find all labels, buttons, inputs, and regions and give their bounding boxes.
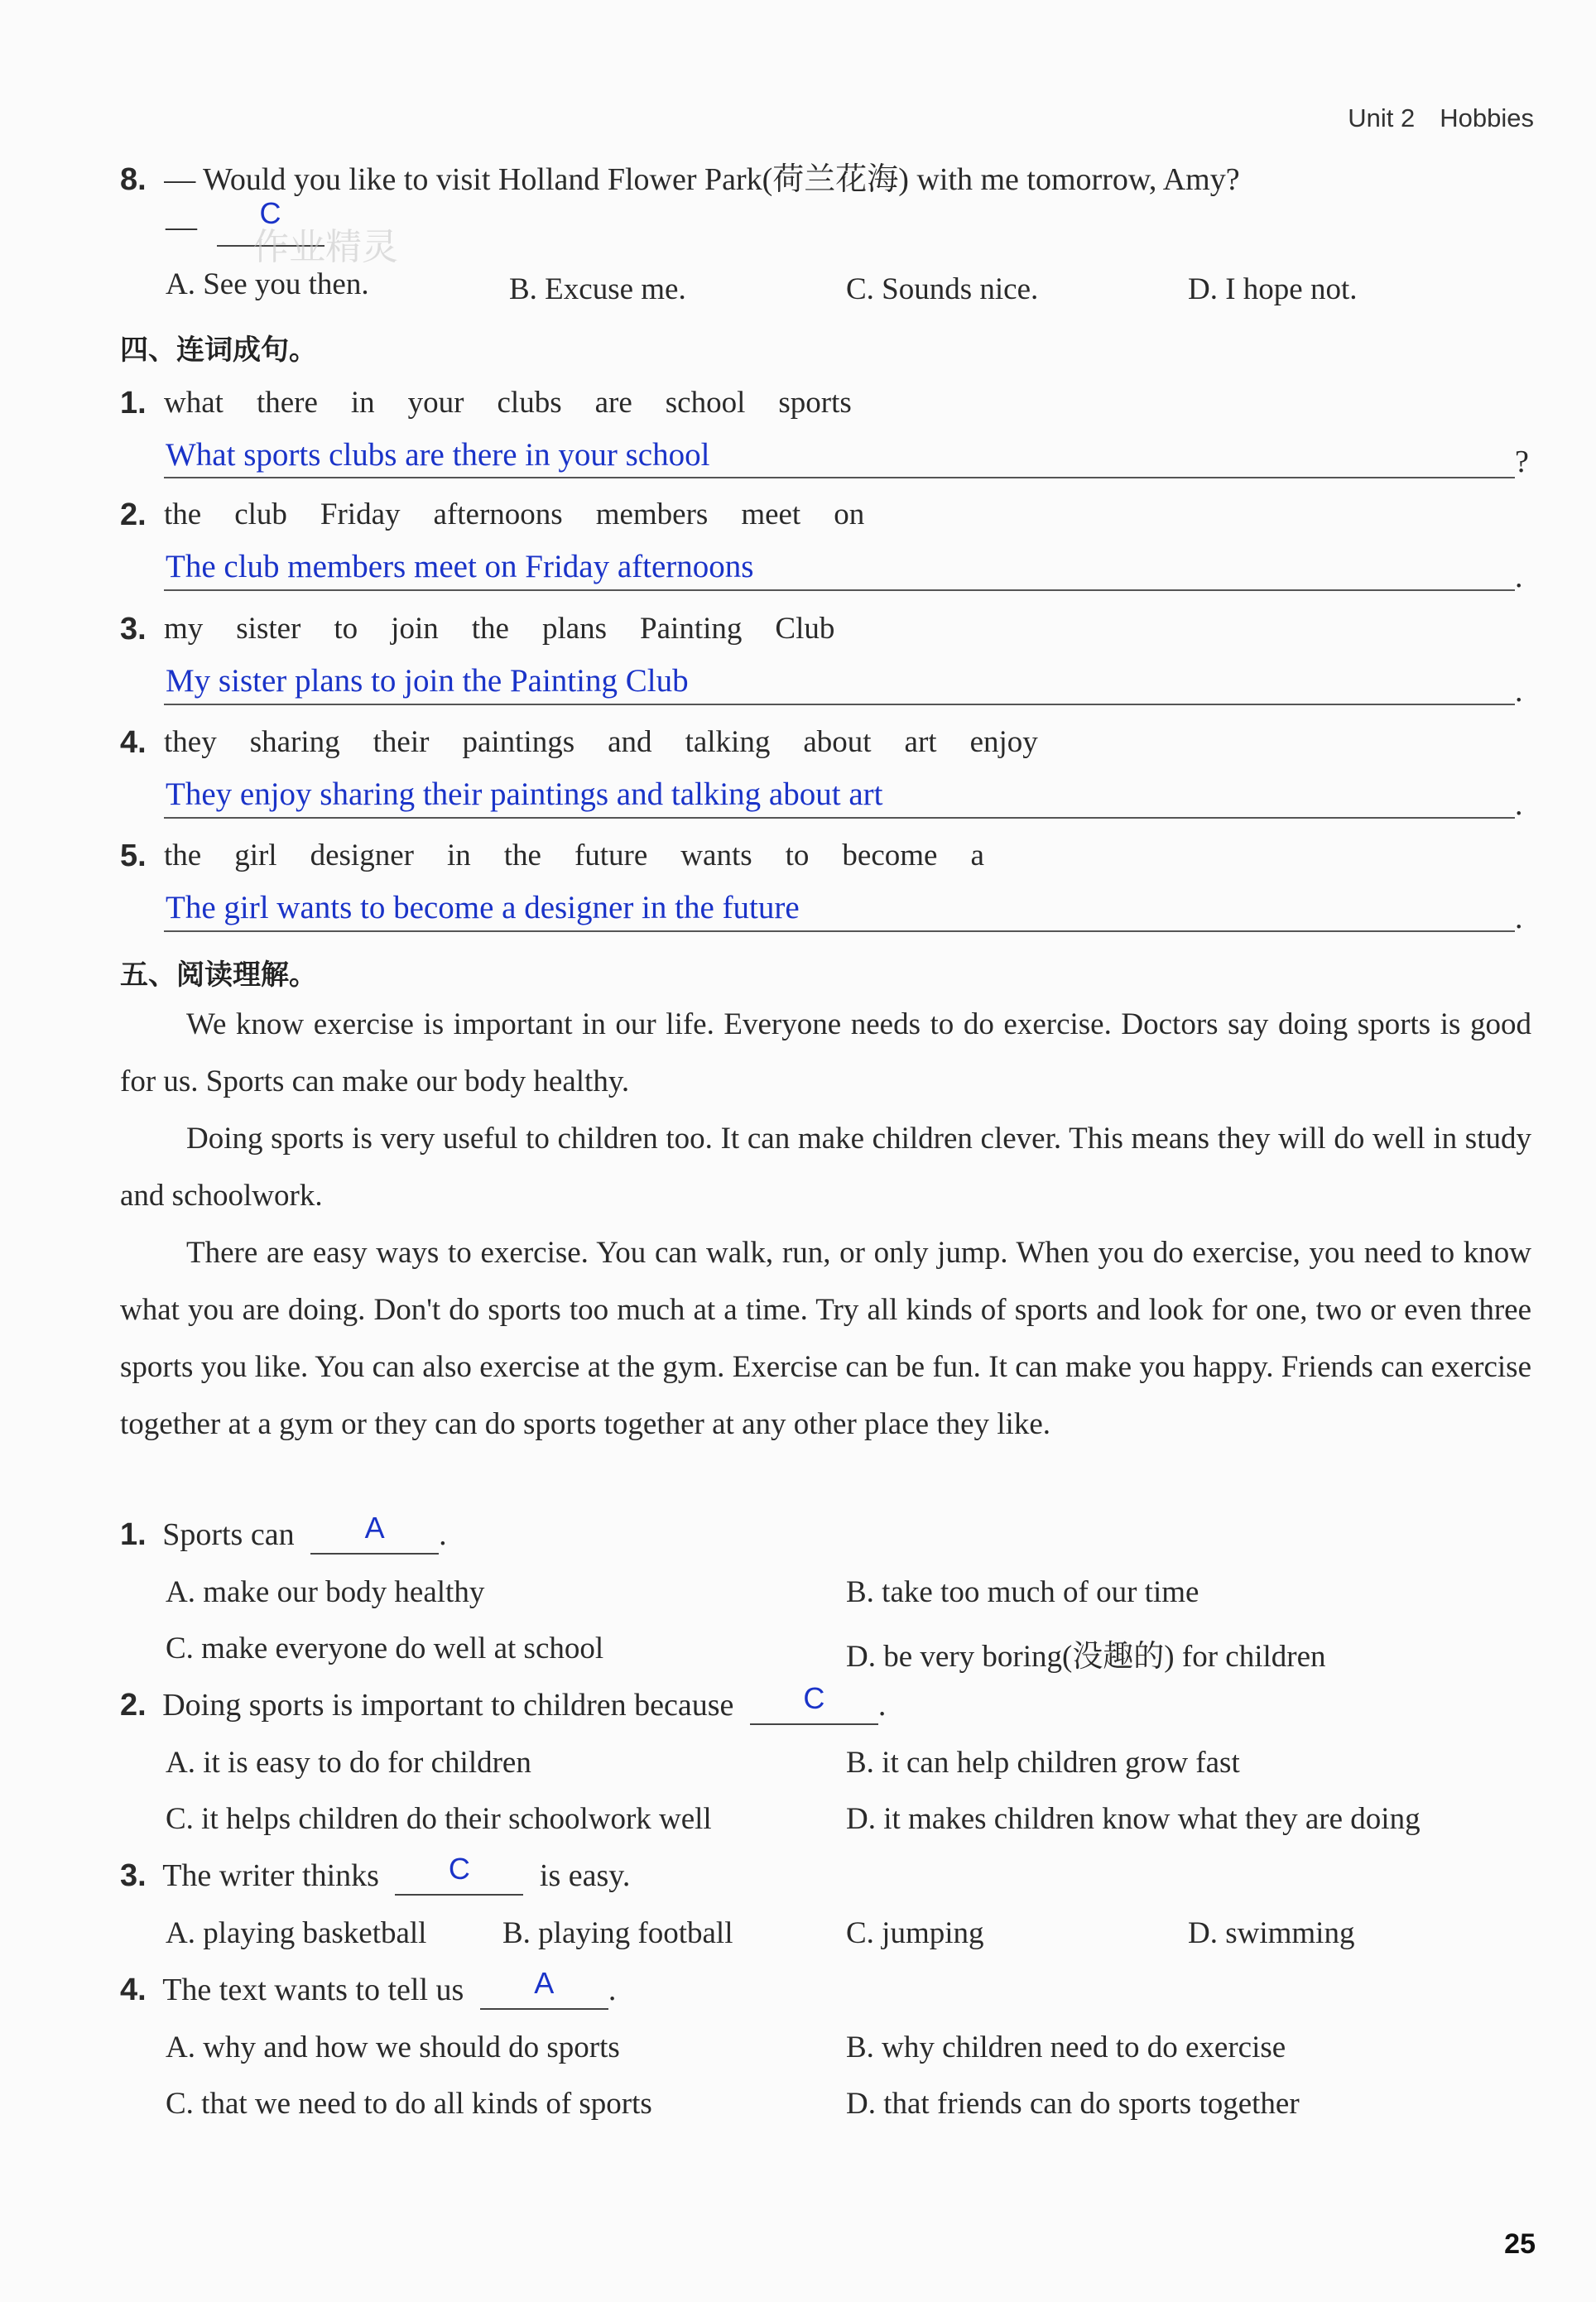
word: they — [164, 725, 217, 759]
word: and — [608, 725, 652, 759]
q8-option-d: D. I hope not. — [1188, 272, 1358, 306]
q8-dash: — — [166, 209, 197, 244]
rc-q2-blank[interactable] — [750, 1681, 878, 1725]
word: my — [164, 612, 204, 646]
word: the — [164, 839, 202, 872]
rc-q2-option-a: A. it is easy to do for children — [166, 1746, 531, 1780]
word: girl — [234, 839, 277, 872]
s4-item-5-words — [164, 838, 1017, 873]
rc-q3-option-b: B. playing football — [502, 1916, 733, 1950]
word: your — [407, 386, 464, 420]
rc-q3-option-c: C. jumping — [846, 1916, 984, 1950]
s4-item-3-answer[interactable]: My sister plans to join the Painting Club — [166, 663, 689, 699]
s4-item-1-answer[interactable]: What sports clubs are there in your school — [166, 437, 710, 473]
word: Friday — [320, 497, 401, 531]
word: Club — [775, 612, 835, 646]
rc-q2-answer: C — [803, 1681, 825, 1715]
s4-item-2-answer[interactable]: The club members meet on Friday afternoons — [166, 549, 754, 584]
rc-q1-number: 1. — [120, 1517, 147, 1552]
rc-q4-number: 4. — [120, 1973, 147, 2007]
word: in — [350, 386, 375, 420]
section-5-title: 五、阅读理解。 — [120, 959, 317, 992]
rc-q4-stem: The text wants to tell us — [162, 1973, 464, 2007]
q8-option-a: A. See you then. — [166, 267, 369, 301]
word: sharing — [249, 725, 340, 759]
word: clubs — [497, 386, 562, 420]
answer-line — [164, 930, 1515, 932]
rc-q4-option-d: D. that friends can do sports together — [846, 2087, 1300, 2121]
s4-item-1-words — [164, 385, 885, 421]
rc-q1-answer: A — [364, 1511, 385, 1545]
rc-q2-option-d: D. it makes children know what they are doing — [846, 1802, 1421, 1836]
word: plans — [541, 612, 608, 646]
word: are — [594, 386, 632, 420]
rc-q2-number: 2. — [120, 1688, 147, 1723]
word: art — [904, 725, 937, 759]
word: future — [574, 839, 648, 872]
s4-item-5-answer[interactable]: The girl wants to become a designer in the future — [166, 890, 800, 925]
word: afternoons — [433, 497, 563, 531]
q8-number: 8. — [120, 162, 147, 197]
q8-option-b: B. Excuse me. — [509, 272, 686, 306]
rc-q1-option-d: D. be very boring(没趣的) for children — [846, 1640, 1326, 1674]
s4-item-4-number: 4. — [120, 725, 147, 760]
rc-q1-option-c: C. make everyone do well at school — [166, 1632, 604, 1665]
rc-q1-tail: . — [439, 1517, 447, 1552]
s4-item-2-end: . — [1515, 560, 1523, 594]
rc-question-2 — [120, 1681, 887, 1725]
s4-item-4-end: . — [1515, 787, 1523, 822]
s4-item-3-number: 3. — [120, 612, 147, 646]
word: designer — [310, 839, 414, 872]
answer-line — [164, 477, 1515, 478]
rc-q4-blank[interactable] — [480, 1966, 608, 2010]
rc-q1-option-b: B. take too much of our time — [846, 1575, 1199, 1609]
s4-item-4-answer[interactable]: They enjoy sharing their paintings and talking about art — [166, 776, 883, 812]
s4-item-1-end: ? — [1515, 445, 1529, 479]
word: paintings — [462, 725, 575, 759]
rc-q4-answer: A — [534, 1966, 555, 2000]
word: about — [803, 725, 872, 759]
page-header — [1348, 103, 1534, 133]
q8-prompt: — Would you like to visit Holland Flower Park(荷兰花海) with me tomorrow, Amy? — [164, 162, 1240, 197]
rc-q1-option-a: A. make our body healthy — [166, 1575, 485, 1609]
page-number: 25 — [1504, 2228, 1536, 2260]
word: become — [842, 839, 938, 872]
word: to — [785, 839, 810, 872]
word: wants — [680, 839, 752, 872]
word: their — [373, 725, 430, 759]
word: to — [334, 612, 358, 646]
watermark: 作业精灵 — [252, 226, 398, 268]
word: what — [164, 386, 224, 420]
word: on — [834, 497, 865, 531]
word: the — [164, 497, 202, 531]
answer-line — [164, 704, 1515, 705]
word: members — [595, 497, 709, 531]
rc-q2-option-b: B. it can help children grow fast — [846, 1746, 1240, 1780]
word: the — [503, 839, 541, 872]
word: school — [665, 386, 746, 420]
section-4-title: 四、连词成句。 — [120, 334, 317, 367]
rc-q3-blank[interactable] — [395, 1852, 523, 1896]
s4-item-4-words — [164, 724, 1071, 760]
word: sports — [778, 386, 852, 420]
rc-q4-option-a: A. why and how we should do sports — [166, 2030, 620, 2064]
s4-item-5-end: . — [1515, 901, 1523, 935]
s4-item-5 — [120, 838, 147, 874]
reading-paragraph-1: We know exercise is important in our life. Everyone needs to do exercise. Doctors say doing sports is good for us. Sports can make our body healthy. — [120, 1007, 1531, 1098]
rc-question-4 — [120, 1966, 617, 2010]
rc-q4-option-c: C. that we need to do all kinds of sports — [166, 2087, 652, 2121]
rc-q3-number: 3. — [120, 1858, 147, 1893]
rc-q3-option-a: A. playing basketball — [166, 1916, 427, 1950]
word: enjoy — [969, 725, 1038, 759]
q8-prompt-line — [120, 153, 1240, 199]
s4-item-2-words — [164, 497, 897, 532]
word: the — [471, 612, 509, 646]
word: a — [970, 839, 984, 872]
word: Painting — [640, 612, 743, 646]
s4-item-2-number: 2. — [120, 497, 147, 532]
reading-paragraph-3: There are easy ways to exercise. You can walk, run, or only jump. When you do exercise, you need to know what you are doing. Don't do sports too much at a time. Try all kinds of sports and look for one, two or even three sports you like. You can also exercise at the gym. Exercise can be fun. It can make you happy. Friends can exercise together at a gym or they can do sports together at any other place they like. — [120, 1236, 1531, 1441]
rc-q2-stem: Doing sports is important to children because — [162, 1688, 734, 1723]
rc-q3-option-d: D. swimming — [1188, 1916, 1355, 1950]
rc-q4-tail: . — [608, 1973, 617, 2007]
s4-item-1 — [120, 385, 147, 421]
rc-q1-blank[interactable] — [310, 1511, 439, 1555]
rc-q1-stem: Sports can — [162, 1517, 295, 1552]
rc-q4-option-b: B. why children need to do exercise — [846, 2030, 1286, 2064]
s4-item-1-number: 1. — [120, 386, 147, 421]
rc-question-1 — [120, 1511, 447, 1555]
word: talking — [685, 725, 771, 759]
answer-line — [164, 589, 1515, 591]
unit-label: Unit 2 — [1348, 103, 1416, 132]
word: sister — [236, 612, 301, 646]
word: meet — [741, 497, 801, 531]
q8-option-c: C. Sounds nice. — [846, 272, 1039, 306]
rc-q3-tail: is easy. — [539, 1858, 631, 1893]
s4-item-3 — [120, 611, 147, 647]
answer-line — [164, 817, 1515, 819]
rc-q2-tail: . — [877, 1688, 887, 1723]
word: in — [446, 839, 471, 872]
word: club — [234, 497, 287, 531]
s4-item-4 — [120, 724, 147, 761]
q8-answer: C — [259, 196, 281, 230]
rc-q3-answer: C — [448, 1852, 470, 1886]
reading-paragraph-2: Doing sports is very useful to children too. It can make children clever. This means they will do well in study and schoolwork. — [120, 1122, 1531, 1213]
word: there — [256, 386, 318, 420]
word: join — [391, 612, 439, 646]
topic-label: Hobbies — [1440, 103, 1534, 132]
rc-q3-stem: The writer thinks — [162, 1858, 379, 1893]
s4-item-2 — [120, 497, 147, 533]
s4-item-3-words — [164, 611, 868, 646]
s4-item-3-end: . — [1515, 674, 1523, 709]
rc-q2-option-c: C. it helps children do their schoolwork well — [166, 1802, 712, 1836]
s4-item-5-number: 5. — [120, 839, 147, 873]
rc-question-3 — [120, 1852, 631, 1896]
